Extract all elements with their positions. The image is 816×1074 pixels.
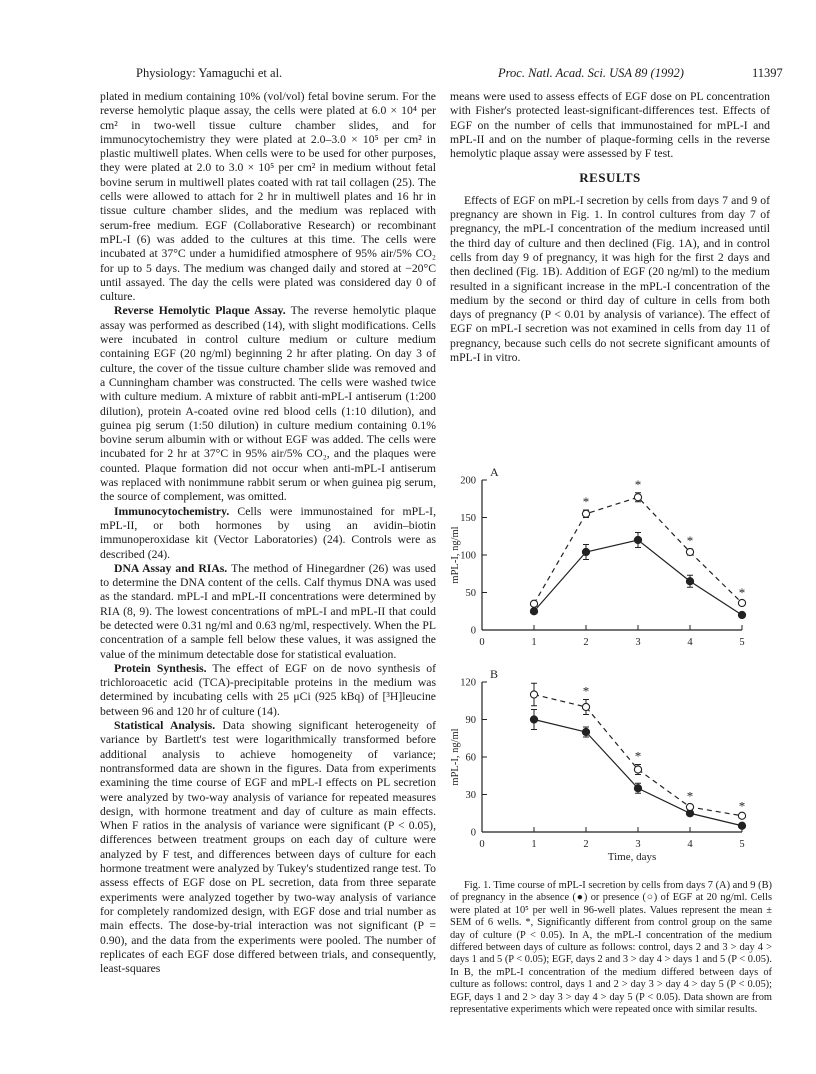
- panel-b-y-tick-label: 0: [470, 827, 476, 839]
- panel-a-x-tick-label: 3: [635, 637, 641, 648]
- paragraph-methods-end: means were used to assess effects of EGF dose on PL concentration with Fisher's protected least-significant-differences test. Effects of EGF on the number of cells that immunostained for mPL-I and mPL-II and on the number of plaque-forming cells in the reverse hemolytic plaque assay were assessed by F test.: [450, 90, 770, 161]
- panel-b-x-tick-label: 2: [583, 839, 589, 850]
- panel-b-significance-marker: *: [686, 788, 694, 804]
- panel-a-y-tick-label: 50: [465, 588, 476, 599]
- panel-b-panel-label: B: [490, 667, 499, 681]
- panel-a-point-control: [634, 536, 641, 543]
- panel-b-x-tick-label: 0: [479, 839, 485, 850]
- panel-b-point-egf: [582, 703, 589, 710]
- section-head-protein-synthesis: Protein Synthesis.: [114, 661, 207, 675]
- panel-b-x-tick-label: 3: [635, 839, 641, 850]
- panel-b-point-egf: [634, 766, 641, 773]
- page-number: 11397: [752, 66, 783, 80]
- section-head-statistics: Statistical Analysis.: [114, 719, 216, 733]
- panel-a-x-tick-label: 1: [531, 637, 537, 648]
- panel-b-significance-marker: *: [634, 748, 642, 764]
- section-head-immunocytochemistry: Immunocytochemistry.: [114, 504, 230, 518]
- running-header-left: Physiology: Yamaguchi et al.: [136, 66, 283, 80]
- paragraph-results: Effects of EGF on mPL-I secretion by cells from days 7 and 9 of pregnancy are shown in Fig. 1. In control cultures from day 7 of pregnancy, the mPL-I concentration of the medium increased until the third day of culture and then declined (Fig. 1A), and in control cells from day 9 of pregnancy, it was high for the first 2 days and then declined (Fig. 1B). Addition of EGF (20 ng/ml) to the medium resulted in a significant increase in the mPL-I concentration of the medium by the second or third day of culture in cells from both days of pregnancy (P < 0.01 by analysis of variance). The effect of EGF on mPL-I secretion was not examined in cells from day 11 of pregnancy, because such cells do not secrete significant amounts of mPL-I in vitro.: [450, 193, 770, 365]
- paragraph-immunocytochemistry: Immunocytochemistry. Cells were immunostained for mPL-I, mPL-II, or both hormones by using an avidin–biotin immunoperoxidase kit (Vector Laboratories) (24). Controls were as described (24).: [100, 504, 436, 561]
- panel-b-y-tick-label: 120: [460, 677, 476, 689]
- panel-a-significance-marker: *: [634, 476, 642, 492]
- panel-a-significance-marker: *: [582, 494, 590, 509]
- panel-a-point-egf: [530, 600, 537, 607]
- panel-a-point-control: [686, 578, 693, 585]
- paragraph-statistics: Statistical Analysis. Data showing significant heterogeneity of variance by Bartlett's test were logarithmically transformed before additional analysis to achieve homogeneity of variance; nontransformed data are shown in the figures. Data from experiments examining the time course of EGF and mPL-I effects on PL secretion were analyzed by two-way analysis of variance for repeated measures design, with hormone treatment and day of culture as main effects. When F ratios in the analysis of variance were significant (P < 0.05), differences between treatment groups on each day of culture were analyzed by F test, and differences between days of culture for each hormone treatment were analyzed by Tukey's studentized range test. To assess effects of EGF dose on PL secretion, data from three separate experiments were analyzed together by two-way analysis of variance for completely randomized design, with EGF dose and trial number as main effects. The dose-by-trial interaction was not significant (P = 0.90), and the data from the experiments were pooled. The number of replicates of each EGF dose differed between trials, and consequently, least-squares: [100, 719, 436, 976]
- panel-b-y-tick-label: 90: [465, 715, 476, 726]
- panel-b-point-egf: [530, 691, 537, 698]
- paragraph-cell-plating: plated in medium containing 10% (vol/vol) fetal bovine serum. For the reverse hemolytic plaque assay, the cells were plated at 6.0 × 10⁴ per cm² in two-well tissue culture chamber slides, and for immunocytochemistry they were plated at 2.0–3.0 × 10⁵ per cm² in plastic multiwell plates. When cells were to be used for other purposes, they were plated at 2.0 to 3.0 × 10⁵ per cm² in medium without fetal bovine serum in multiwell plates coated with rat tail collagen (25). The cells were allowed to attach for 2 hr in multiwell plates and 16 hr in tissue culture chamber slides, and the medium was replaced with serum-free medium. EGF (Collaborative Research) or recombinant mPL-I (6) was added to the cultures at this time. The cells were incubated at 37°C under a humidified atmosphere of 95% air/5% CO₂ for up to 5 days. The medium was changed daily and stored at −20°C until assayed. The day the cells were plated was considered day 0 of culture.: [100, 90, 436, 304]
- section-head-dna-assay: DNA Assay and RIAs.: [114, 561, 228, 575]
- panel-b-y-tick-label: 60: [465, 752, 476, 764]
- panel-a-point-control: [738, 611, 745, 618]
- figure-1-chart: [450, 458, 754, 863]
- figure-1: [450, 458, 754, 863]
- panel-a-y-tick-label: 150: [460, 513, 476, 524]
- figure-caption-text: Fig. 1. Time course of mPL-I secretion by cells from days 7 (A) and 9 (B) of pregnancy in the absence (●) or presence (○) of EGF at 20 ng/ml. Cells were plated at 10⁵ per well in 96-well plates. Values represent the mean ± SEM of 6 wells. *, Significantly different from control group on the same day of culture (P < 0.05). In A, the mPL-I concentration of the medium differed between days of culture as follows: control, days 2 and 3 > day 4 > days 1 and 5 (P < 0.05); EGF, days 2 and 3 > day 4 > days 1 and 5 (P < 0.05). In B, the mPL-I concentration of the medium differed between days of culture as follows: control, days 1 and 2 > day 3 > day 4 > day 5 (P < 0.05); EGF, days 1 and 2 > day 3 > day 4 > day 5 (P < 0.05). Data shown are from representative experiments which were repeated once with similar results.: [450, 880, 772, 1016]
- panel-b-point-control: [738, 822, 745, 829]
- panel-a-significance-marker: *: [738, 584, 746, 600]
- panel-a-y-tick-label: 0: [470, 625, 476, 637]
- panel-b-point-control: [634, 785, 641, 792]
- panel-a-point-control: [582, 548, 589, 555]
- panel-b-point-control: [582, 728, 589, 735]
- panel-b-point-control: [530, 716, 537, 723]
- panel-a-x-tick-label: 2: [583, 637, 589, 648]
- panel-a-x-tick-label: 4: [687, 637, 693, 648]
- panel-b-significance-marker: *: [582, 683, 590, 699]
- right-column: [450, 90, 770, 365]
- panel-a-x-tick-label: 0: [479, 637, 485, 648]
- panel-a-point-egf: [738, 599, 745, 606]
- paragraph-protein-synthesis: Protein Synthesis. The effect of EGF on de novo synthesis of trichloroacetic acid (TCA)-precipitable proteins in the medium was determined by incubating cells with 25 μCi (925 kBq) of [³H]leucine between 96 and 120 hr of culture (14).: [100, 661, 436, 718]
- panel-b-x-tick-label: 4: [687, 839, 693, 850]
- figure-caption: [450, 880, 772, 1016]
- panel-a-point-egf: [686, 548, 693, 555]
- panel-a-point-egf: [582, 510, 589, 517]
- panel-a-point-egf: [634, 494, 641, 501]
- panel-b-significance-marker: *: [738, 798, 746, 814]
- running-header-journal: Proc. Natl. Acad. Sci. USA 89 (1992): [498, 66, 684, 80]
- left-column: [100, 90, 436, 976]
- panel-a-y-tick-label: 200: [460, 475, 476, 487]
- panel-a-y-tick-label: 100: [460, 550, 476, 562]
- panel-b-point-egf: [686, 803, 693, 810]
- panel-a-x-tick-label: 5: [739, 637, 745, 648]
- panel-a-y-axis-label: mPL-I, ng/ml: [450, 526, 461, 584]
- panel-b-x-tick-label: 1: [531, 839, 537, 850]
- panel-b-x-axis-label: Time, days: [607, 851, 657, 863]
- panel-a-panel-label: A: [490, 465, 499, 479]
- paragraph-plaque-assay: Reverse Hemolytic Plaque Assay. The reverse hemolytic plaque assay was performed as described (14), with slight modifications. Cells were incubated in control culture medium or culture medium containing EGF (20 ng/ml) beginning 2 hr after plating. On day 3 of culture, the cover of the tissue culture chamber slide was removed and a Cunningham chamber was constructed. The cells were washed twice with culture medium. A mixture of rabbit anti-mPL-I antiserum (1:200 dilution), protein A-coated ovine red blood cells (1:10 dilution), and guinea pig serum (1:50 dilution) in culture medium containing 0.1% bovine serum albumin with or without EGF was added. The cells were incubated for 2 hr at 37°C in 95% air/5% CO₂, and the plaques were counted. Plaque formation did not occur when anti-mPL-I antiserum was replaced with nonimmune rabbit serum or when guinea pig serum, the source of complement, was omitted.: [100, 304, 437, 504]
- panel-b-x-tick-label: 5: [739, 839, 745, 850]
- panel-b-y-tick-label: 30: [465, 790, 476, 801]
- panel-a-point-control: [530, 608, 537, 615]
- section-head-plaque-assay: Reverse Hemolytic Plaque Assay.: [114, 304, 286, 318]
- panel-a-series-control-line: [534, 540, 742, 615]
- results-heading: RESULTS: [579, 170, 641, 186]
- paragraph-dna-assay: DNA Assay and RIAs. The method of Hinegardner (26) was used to determine the DNA content of the cells. Calf thymus DNA was used as the standard. mPL-I and mPL-II concentrations were determined by RIA (8, 9). The lowest concentrations of mPL-I and mPL-II that could be detected were 0.31 ng/ml and 0.63 ng/ml, respectively. When the PL concentration of a sample fell below these values, it was assigned the value of the minimum detectable dose for statistical evaluation.: [100, 561, 437, 661]
- panel-a-significance-marker: *: [686, 533, 694, 548]
- panel-b-y-axis-label: mPL-I, ng/ml: [450, 728, 461, 786]
- panel-a-series-egf-line: [534, 497, 742, 604]
